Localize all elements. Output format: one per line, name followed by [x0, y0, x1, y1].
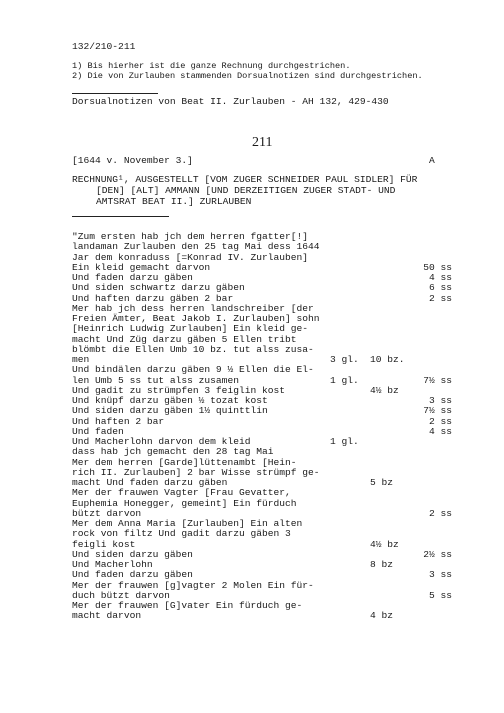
entry-text: Und siden darzu gäben 1½ quinttlin	[72, 405, 268, 417]
entry-text: Und faden darzu gäben	[72, 272, 193, 283]
entry-text: Und siden darzu gäben	[72, 548, 193, 560]
entry-text: "Zum ersten hab jch dem herren fgatter[!]	[72, 231, 309, 242]
version-marker: A	[429, 155, 435, 166]
entry-text: Und knüpf darzu gäben ½ tozat kost	[72, 395, 268, 406]
amount-schilling: 5 ss	[428, 589, 452, 601]
heading-line: RECHNUNG¹, AUSGESTELLT [VOM ZUGER SCHNEIDER PAUL SIDLER] FÜR	[72, 174, 418, 185]
amount-schilling: 50 ss	[423, 261, 452, 273]
amount-schilling: 7½ ss	[423, 374, 452, 386]
entry-text: rock von filtz Und gadit darzu gäben 3	[72, 528, 291, 540]
entry-text: Freien Ämter, Beat Jakob I. Zurlauben] sohn	[72, 313, 320, 324]
entry-text: Mer der frauwen [g]vagter 2 Molen Ein für-	[72, 579, 314, 591]
entry-text: Mer dem herren [Garde]lüttenambt [Hein-	[72, 456, 297, 468]
entry-text: Und siden schwartz darzu gäben	[72, 282, 245, 294]
entry-text: Und gadit zu strümpfen 3 feiglin kost	[72, 384, 286, 396]
entry-text: Euphemia Honegger, gemeint] Ein fürduch	[72, 497, 297, 509]
document-number: 211	[252, 135, 273, 150]
entry-text: Jar dem konraduss [=Konrad IV. Zurlauben]	[72, 251, 309, 263]
entry-text: duch bützt darvon	[72, 589, 170, 601]
amount-batzen: 5 bz	[370, 477, 394, 488]
divider	[72, 216, 169, 217]
amount-batzen: 4½ bz	[370, 384, 399, 396]
entry-text: Und Macherlohn darvon dem kleid	[72, 436, 251, 447]
entry-text: [Heinrich Ludwig Zurlauben] Ein kleid ge-	[72, 323, 309, 335]
entry-text: Und faden darzu gäben	[72, 569, 193, 581]
entry-text: men	[72, 354, 90, 365]
amount-schilling: 2 ss	[428, 415, 452, 427]
entry-text: Und haften 2 bar	[72, 415, 165, 427]
heading-line: [DEN] [ALT] AMMANN [UND DERZEITIGEN ZUGER STADT- UND	[96, 185, 396, 196]
entry-text: len Umb 5 ss tut alss zusamen	[72, 374, 239, 386]
footnote-1: 1) Bis hierher ist die ganze Rechnung durchgestrichen.	[72, 61, 351, 71]
entry-text: blömbt die Ellen Umb 10 bz. tut alss zusa-	[72, 343, 314, 355]
amount-schilling: 4 ss	[428, 425, 452, 437]
entry-text: Mer der frauwen [G]vater Ein fürduch ge-	[72, 600, 303, 611]
entry-text: Mer hab jch dess herren landschreiber [der	[72, 302, 314, 314]
entry-text: rich II. Zurlauben] 2 bar Wisse strümpf ge-	[72, 466, 320, 478]
amount-schilling: 6 ss	[428, 282, 452, 294]
amount-gulden: 1 gl.	[330, 374, 359, 386]
amount-batzen: 4 bz	[370, 610, 394, 622]
reference-number: 132/210-211	[72, 41, 136, 52]
entry-text: landaman Zurlauben den 25 tag Mai dess 1644	[72, 241, 320, 253]
entry-text: bützt darvon	[72, 507, 142, 519]
entry-text: feigli kost	[72, 538, 136, 550]
amount-batzen: 8 bz	[370, 559, 394, 570]
entry-text: dass hab jch gemacht den 28 tag Mai	[72, 446, 274, 458]
amount-batzen: 4½ bz	[370, 538, 399, 550]
amount-schilling: 2½ ss	[423, 548, 452, 560]
entry-row	[72, 417, 452, 428]
amount-schilling: 2 ss	[428, 292, 452, 304]
amount-schilling: 2 ss	[428, 507, 452, 519]
amount-schilling: 3 ss	[428, 569, 452, 581]
document-date: [1644 v. November 3.]	[72, 155, 193, 166]
divider	[72, 93, 158, 94]
entry-text: Und faden	[72, 425, 124, 437]
amount-schilling: 7½ ss	[423, 405, 452, 417]
amount-gulden: 3 gl.	[330, 354, 359, 365]
entry-text: macht darvon	[72, 610, 142, 622]
heading-line: AMTSRAT BEAT II.] ZURLAUBEN	[96, 196, 252, 207]
entry-text: Mer der frauwen Vagter [Frau Gevatter,	[72, 487, 291, 499]
amount-gulden: 1 gl.	[330, 436, 359, 447]
entry-text: Und haften darzu gäben 2 bar	[72, 292, 234, 304]
entry-text: Und Macherlohn	[72, 559, 153, 570]
dorsal-note: Dorsualnotizen von Beat II. Zurlauben - AH 132, 429-430	[72, 96, 389, 107]
entry-text: Mer dem Anna Maria [Zurlauben] Ein alten	[72, 518, 303, 529]
entry-text: macht Und Züg darzu gäben 5 Ellen tribt	[72, 333, 297, 345]
amount-schilling: 4 ss	[428, 272, 452, 283]
amount-schilling: 3 ss	[428, 395, 452, 406]
entry-text: Und bindälen darzu gäben 9 ½ Ellen die El-	[72, 364, 314, 376]
amount-batzen: 10 bz.	[370, 354, 405, 365]
entry-row	[72, 611, 452, 622]
entry-text: Ein kleid gemacht darvon	[72, 261, 211, 273]
footnote-2: 2) Die von Zurlauben stammenden Dorsualnotizen sind durchgestrichen.	[72, 71, 423, 81]
entry-text: macht Und faden darzu gäben	[72, 477, 228, 488]
